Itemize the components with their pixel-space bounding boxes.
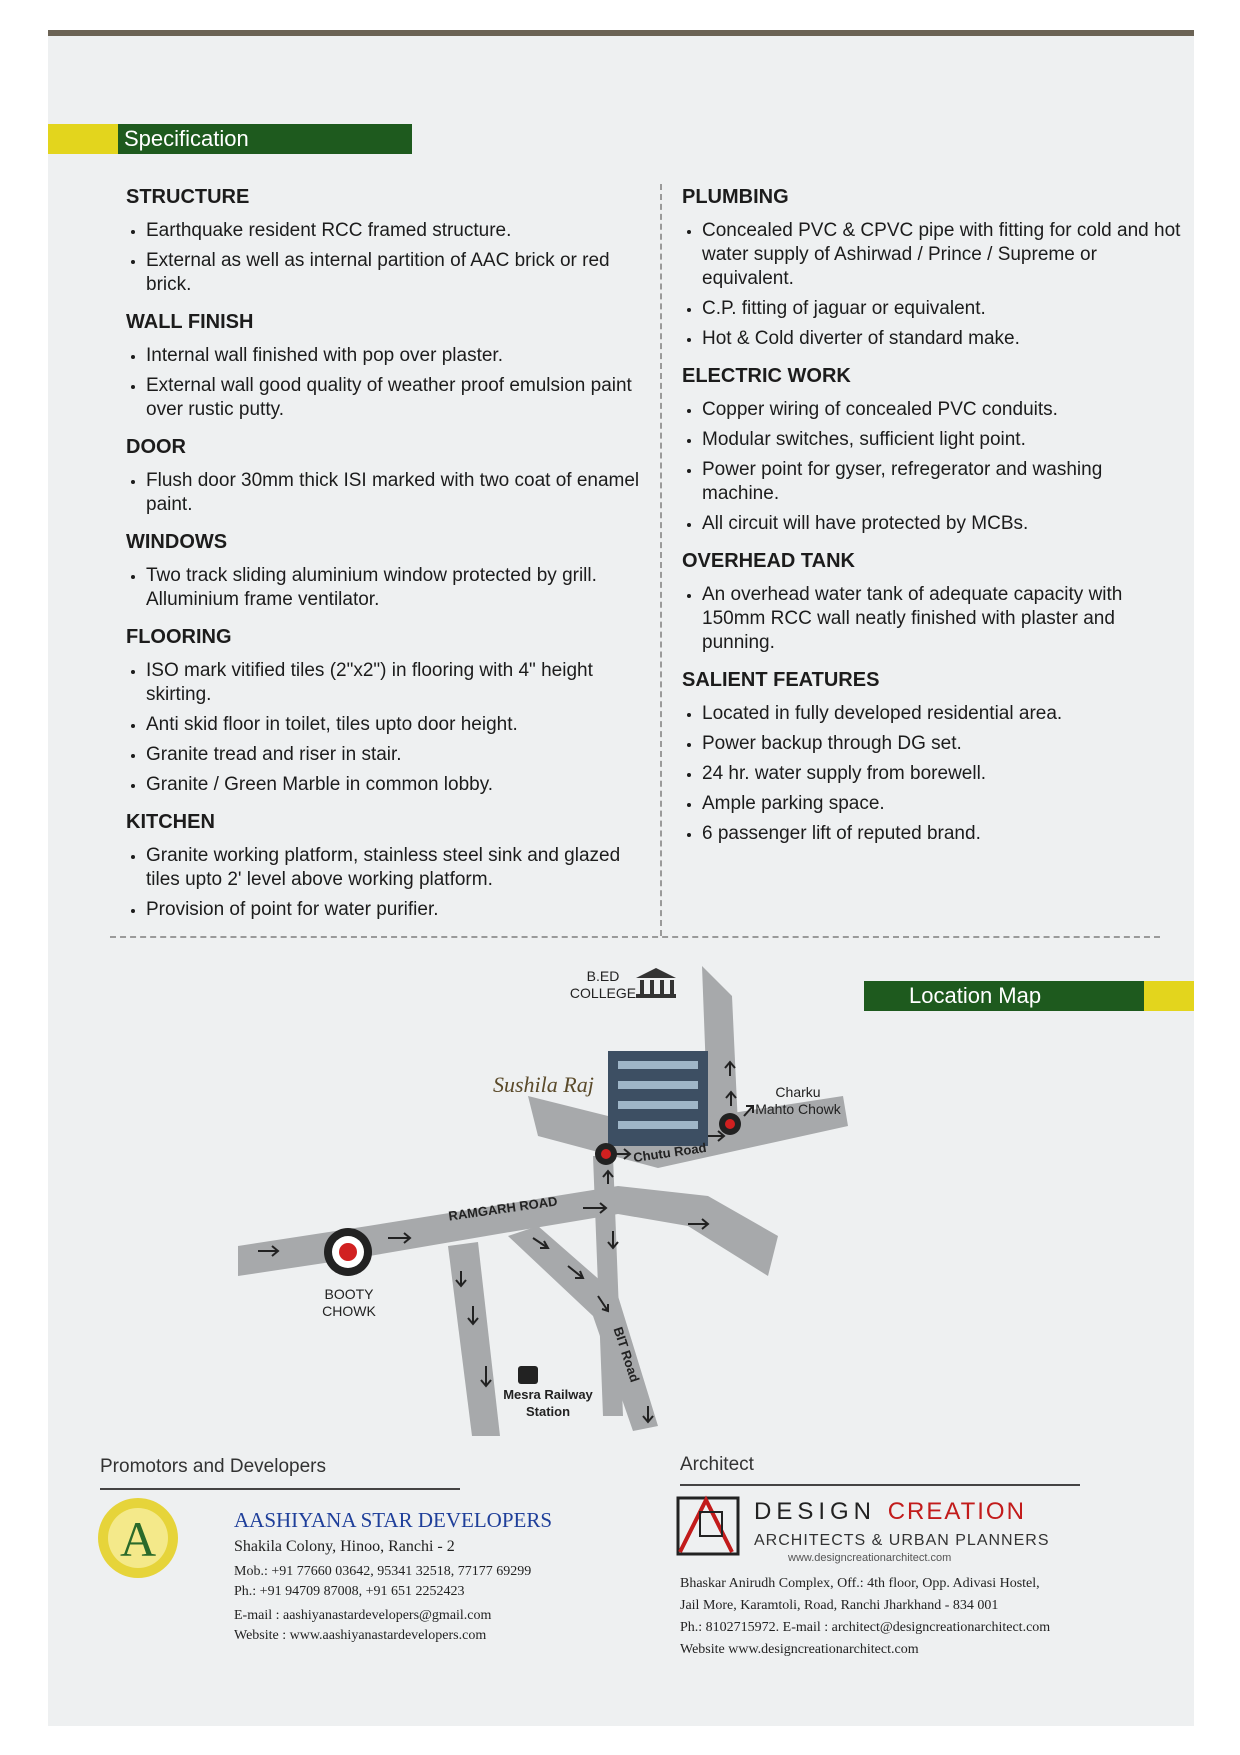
developer-logo [96,1496,180,1580]
architect-address-1: Bhaskar Anirudh Complex, Off.: 4th floor, Opp. Adivasi Hostel, [680,1576,1040,1591]
developer-phone: Ph.: +91 94709 87008, +91 651 2252423 [234,1584,465,1599]
developer-mobile: Mob.: +91 77660 03642, 95341 32518, 77177 69299 [234,1564,532,1579]
spec-heading: WINDOWS [126,531,228,553]
spec-column-right [682,186,1182,852]
spec-heading: DOOR [126,436,186,458]
spec-item: • External as well as internal partition of AAC brick or red brick. [146,249,656,297]
spec-item: • Concealed PVC & CPVC pipe with fitting for cold and hot water supply of Ashirwad / Prince / Supreme or equivalent. [702,219,1182,291]
developer-email: E-mail : aashiyanastardevelopers@gmail.com [234,1608,492,1623]
spec-item: • Hot & Cold diverter of standard make. [702,327,1182,351]
spec-item: • Earthquake resident RCC framed structure. [146,219,656,243]
spec-list [126,844,656,922]
spec-item: • Anti skid floor in toilet, tiles upto door height. [146,713,656,737]
spec-heading: ELECTRIC WORK [682,365,851,387]
spec-list [682,702,1182,846]
bit-road-label: BIT Road [610,1325,643,1384]
spec-list [126,344,656,422]
ramgarh-road-label: RAMGARH ROAD [447,1193,559,1224]
spec-item: • Ample parking space. [702,792,1182,816]
specification-banner [48,124,412,154]
spec-heading: WALL FINISH [126,311,254,333]
spec-heading: SALIENT FEATURES [682,669,880,691]
architect-website: Website www.designcreationarchitect.com [680,1642,919,1657]
spec-list [682,398,1182,536]
location-map [238,946,1018,1466]
developer-name: AASHIYANA STAR DEVELOPERS [234,1508,553,1532]
architect-label: Architect [680,1454,754,1475]
section-divider [110,936,1160,938]
spec-item: • Provision of point for water purifier. [146,898,656,922]
architect-address-2: Jail More, Karamtoli, Road, Ranchi Jharkhand - 834 001 [680,1598,999,1613]
specification-title: Specification [124,126,249,151]
spec-list [682,219,1182,351]
spec-item: • 6 passenger lift of reputed brand. [702,822,1182,846]
spec-item: • Modular switches, sufficient light point. [702,428,1182,452]
developer-website: Website : www.aashiyanastardevelopers.com [234,1628,487,1643]
architect-name: DESIGN CREATION [754,1498,1026,1525]
spec-heading: OVERHEAD TANK [682,550,855,572]
spec-item: • Granite / Green Marble in common lobby. [146,773,656,797]
spec-item: • All circuit will have protected by MCBs. [702,512,1182,536]
spec-heading: STRUCTURE [126,186,250,208]
spec-item: • Power backup through DG set. [702,732,1182,756]
spec-item: • Granite working platform, stainless steel sink and glazed tiles upto 2' level above working platform. [146,844,656,892]
project-logo-text: Sushila Raj [493,1072,594,1097]
spec-item: • External wall good quality of weather proof emulsion paint over rustic putty. [146,374,656,422]
promoters-underline [100,1488,460,1490]
college-icon [636,968,676,998]
bed-college-label: B.ED COLLEGE [569,968,637,1001]
chutu-road-label: Chutu Road [632,1139,708,1166]
promoters-label: Promotors and Developers [100,1456,326,1477]
railway-icon [518,1366,538,1384]
spec-item: • Located in fully developed residential area. [702,702,1182,726]
svg-text:A: A [119,1511,157,1567]
spec-item: • C.P. fitting of jaguar or equivalent. [702,297,1182,321]
location-map-title: Location Map [909,983,1042,1008]
spec-item: • An overhead water tank of adequate capacity with 150mm RCC wall neatly finished with plaster and punning. [702,583,1182,655]
architect-small-url: www.designcreationarchitect.com [788,1552,952,1564]
charku-mahto-chowk-label: Charku Mahto Chowk [755,1084,841,1117]
spec-heading: FLOORING [126,626,232,648]
architect-underline [680,1484,1080,1486]
spec-item: • Flush door 30mm thick ISI marked with two coat of enamel paint. [146,469,656,517]
booty-chowk-label: BOOTY CHOWK [322,1286,376,1319]
spec-item: • Internal wall finished with pop over plaster. [146,344,656,368]
spec-list [126,564,656,612]
architect-subtitle: ARCHITECTS & URBAN PLANNERS [754,1532,1050,1549]
map-roads [238,946,1018,1466]
spec-item: • 24 hr. water supply from borewell. [702,762,1182,786]
spec-list [126,659,656,797]
spec-heading: PLUMBING [682,186,789,208]
spec-item: • Power point for gyser, refregerator and washing machine. [702,458,1182,506]
spec-list [682,583,1182,655]
spec-item: • Two track sliding aluminium window protected by grill. Alluminium frame ventilator. [146,564,656,612]
spec-list [126,469,656,517]
spec-item: • Copper wiring of concealed PVC conduits. [702,398,1182,422]
spec-column-left [126,186,656,928]
column-divider [660,184,662,936]
spec-item: • Granite tread and riser in stair. [146,743,656,767]
architect-contact: Ph.: 8102715972. E-mail : architect@designcreationarchitect.com [680,1620,1051,1635]
brochure-page [48,30,1194,1726]
architect-logo [670,1492,744,1560]
spec-item: • ISO mark vitified tiles (2"x2") in flooring with 4" height skirting. [146,659,656,707]
mesra-railway-label: Mesra Railway Station [503,1387,593,1419]
spec-heading: KITCHEN [126,811,215,833]
developer-address: Shakila Colony, Hinoo, Ranchi - 2 [234,1538,455,1555]
spec-list [126,219,656,297]
